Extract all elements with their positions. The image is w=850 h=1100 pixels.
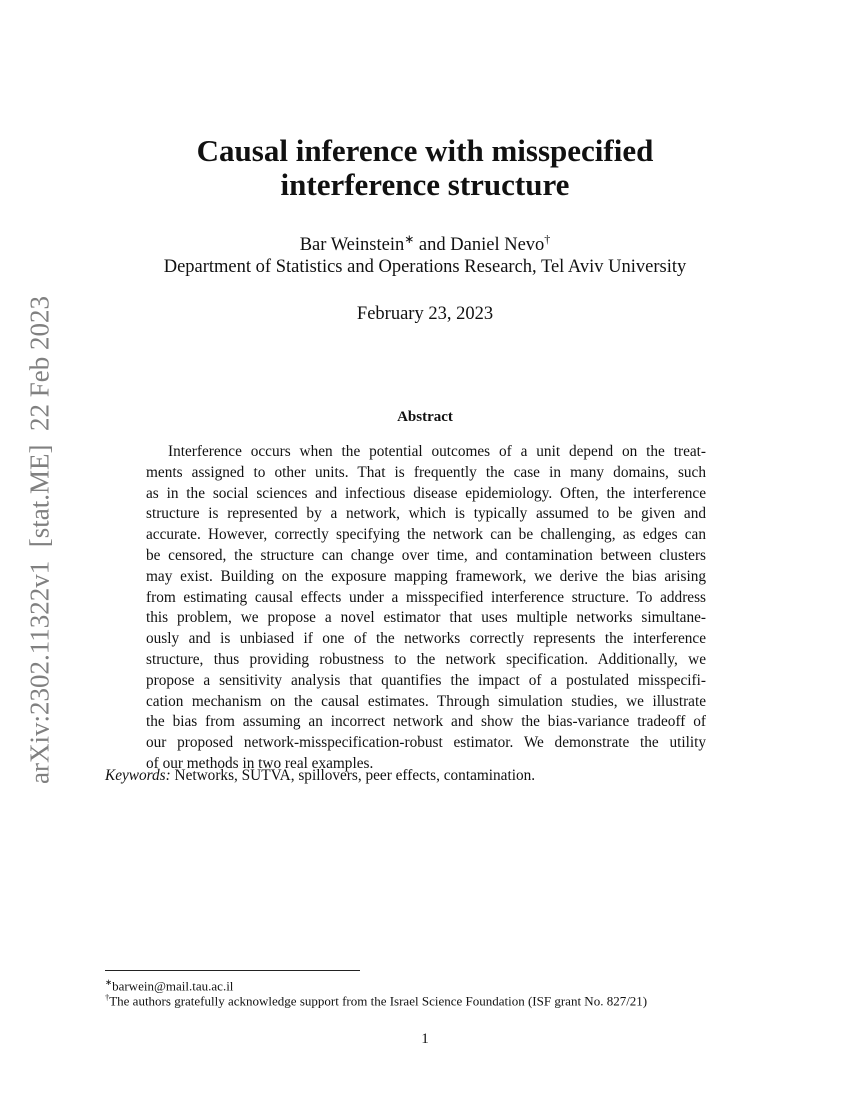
abstract-line: propose a sensitivity analysis that quantifies the impact of a postulated misspecifi-: [146, 671, 706, 689]
footnote-1-mark: ∗: [105, 977, 113, 987]
footnote-2: [105, 992, 647, 1009]
author-1-mark: ∗: [404, 232, 415, 246]
abstract-line: be censored, the structure can change over time, and contamination between clusters: [146, 547, 706, 564]
abstract-line: Interference occurs when the potential outcomes of a unit depend on the treat-: [168, 443, 706, 460]
affiliation: Department of Statistics and Operations Research, Tel Aviv University: [163, 257, 687, 277]
abstract-line: structure is represented by a network, which is typically assumed to be given and: [146, 505, 706, 523]
keywords-label: Keywords:: [105, 767, 171, 784]
footnote-2-text: The authors gratefully acknowledge support from the Israel Science Foundation (ISF grant No. 827/21): [109, 993, 648, 1009]
footnote-1-text: barwein@mail.tau.ac.il: [112, 978, 234, 994]
abstract-heading: Abstract: [397, 409, 453, 425]
keywords-text: Networks, SUTVA, spillovers, peer effects, contamination.: [170, 767, 536, 784]
abstract-line: may exist. Building on the exposure mapping framework, we derive the bias arising: [146, 567, 706, 585]
authors-and: and: [414, 235, 451, 256]
title-line-1: Causal inference with misspecified: [196, 133, 654, 168]
abstract-line: cation mechanism on the causal estimates. Through simulation studies, we illustrate: [146, 692, 706, 710]
abstract-line: this problem, we propose a novel estimator that uses multiple networks simultane-: [146, 609, 706, 627]
author-1: Bar Weinstein: [299, 235, 405, 256]
arxiv-side-label: arXiv:2302.11322v1 [stat.ME] 22 Feb 2023: [24, 296, 55, 784]
abstract-line: ously and is unbiased if one of the networks correctly represents the interference: [146, 630, 706, 648]
abstract-line: structure, thus providing robustness to the network specification. Additionally, we: [146, 651, 706, 668]
abstract-line: of our methods in two real examples.: [146, 755, 374, 772]
abstract-line: our proposed network-misspecification-robust estimator. We demonstrate the utility: [146, 734, 706, 752]
authors: [0, 232, 850, 256]
keywords: [105, 767, 535, 785]
abstract-line: as in the social sciences and infectious disease epidemiology. Often, the interference: [146, 484, 706, 502]
page-number: 1: [421, 1031, 429, 1047]
abstract-line: from estimating causal effects under a misspecified interference structure. To address: [146, 588, 706, 606]
abstract-line: ments assigned to other units. That is frequently the case in many domains, such: [146, 463, 706, 481]
author-2-mark: †: [544, 232, 551, 246]
footnote-rule: [105, 970, 360, 971]
date: February 23, 2023: [356, 304, 494, 324]
footnote-2-mark: †: [105, 992, 110, 1002]
abstract-line: the bias from assuming an incorrect network and show the bias-variance tradeoff of: [146, 713, 706, 731]
author-2: Daniel Nevo: [450, 235, 545, 256]
abstract-line: accurate. However, correctly specifying the network can be challenging, as edges can: [146, 526, 706, 544]
title-line-2: interference structure: [280, 167, 570, 202]
